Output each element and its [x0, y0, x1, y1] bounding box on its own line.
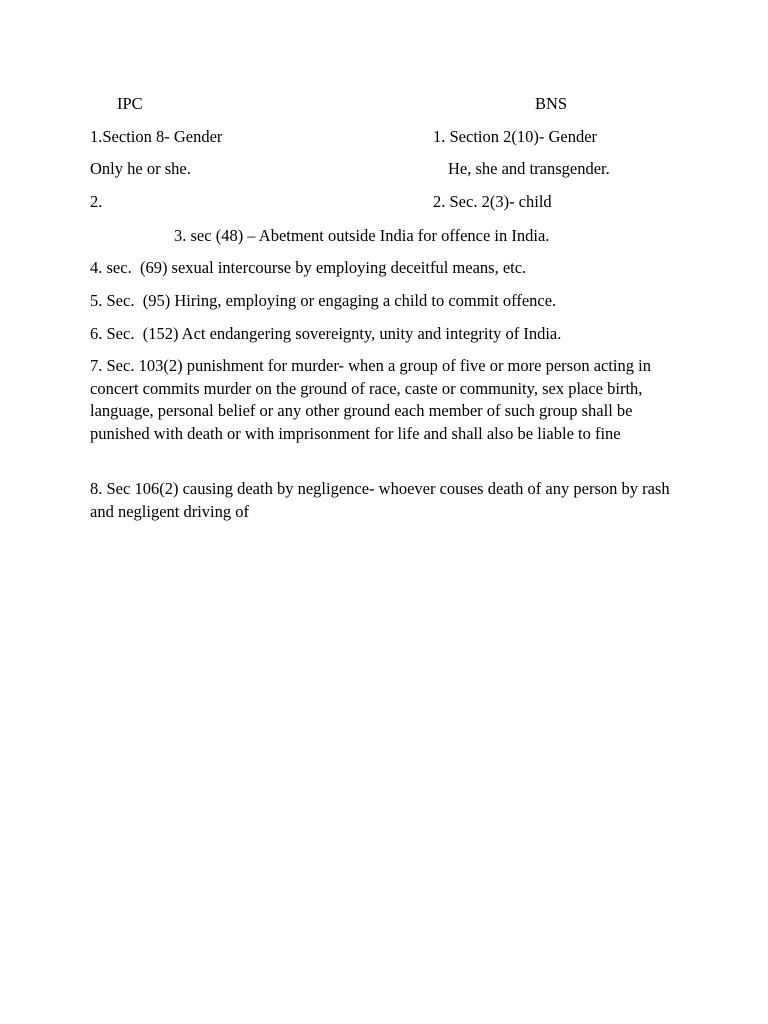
list-item-4: 4. sec. (69) sexual intercourse by employing deceitful means, etc.	[90, 258, 527, 277]
list-item-3: 3. sec (48) – Abetment outside India for offence in India.	[174, 226, 550, 245]
list-item-5: 5. Sec. (95) Hiring, employing or engaging a child to commit offence.	[90, 291, 557, 310]
bns-gender-definition: He, she and transgender.	[448, 159, 610, 178]
ipc-item-2: 2.	[90, 192, 103, 211]
column-header-bns: BNS	[535, 94, 568, 113]
column-header-ipc: IPC	[117, 94, 143, 113]
list-item-8: 8. Sec 106(2) causing death by negligence- whoever couses death of any person by rash and negligent driving of	[90, 479, 670, 521]
ipc-gender-definition: Only he or she.	[90, 159, 191, 178]
bns-section-2-10: 1. Section 2(10)- Gender	[433, 127, 598, 146]
bns-section-2-3: 2. Sec. 2(3)- child	[433, 192, 552, 211]
list-item-6: 6. Sec. (152) Act endangering sovereignty, unity and integrity of India.	[90, 324, 562, 343]
list-item-7: 7. Sec. 103(2) punishment for murder- when a group of five or more person acting in concert commits murder on the ground of race, caste or community, sex place birth, language, personal belief or any other ground each member of such group shall be punished with death or with imprisonment for life and shall also be liable to fine	[90, 356, 651, 443]
ipc-section-8: 1.Section 8- Gender	[90, 127, 223, 146]
